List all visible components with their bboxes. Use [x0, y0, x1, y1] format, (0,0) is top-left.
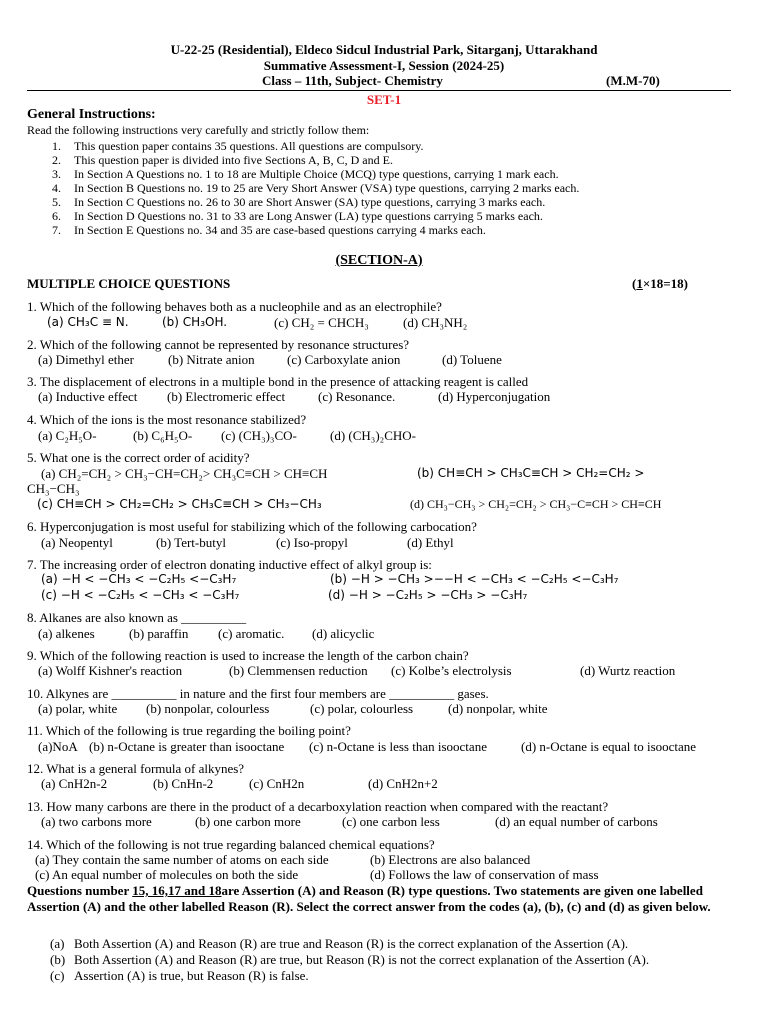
- option: (d) Hyperconjugation: [438, 389, 551, 404]
- option: (d) Toluene: [442, 352, 502, 367]
- question-9: 9. Which of the following reaction is used to increase the length of the carbon chain?: [27, 648, 469, 663]
- question-1: 1. Which of the following behaves both as a nucleophile and as an electrophile?: [27, 299, 442, 314]
- option: (b) CH≡CH > CH₃C≡CH > CH₂=CH₂ >: [417, 466, 645, 480]
- option: (b) Electromeric effect: [167, 389, 286, 404]
- instruction-item: 7. In Section E Questions no. 34 and 35 are case-based questions carrying 4 marks each.: [52, 223, 486, 237]
- option: (c) CnH2n: [249, 776, 305, 791]
- option: (a)NoA: [38, 739, 78, 754]
- option: (b) CH₃OH.: [162, 315, 228, 329]
- option: (c) CH₂ = CHCH₃: [274, 315, 369, 330]
- instructions-lead: Read the following instructions very carefully and strictly follow them:: [27, 123, 370, 137]
- option: (a) Dimethyl ether: [38, 352, 135, 367]
- instruction-item: 4. In Section B Questions no. 19 to 25 are Very Short Answer (VSA) type questions, carrying 2 marks each.: [52, 181, 580, 195]
- option: (d) (CH₃)₂CHO-: [330, 428, 416, 443]
- option: (c) one carbon less: [342, 814, 440, 829]
- option: (a) Inductive effect: [38, 389, 138, 404]
- question-6: 6. Hyperconjugation is most useful for stabilizing which of the following carbocation?: [27, 519, 477, 534]
- option: (d) Wurtz reaction: [580, 663, 676, 678]
- option: (a) They contain the same number of atoms on each side: [35, 852, 329, 867]
- assertion-code: (b) Both Assertion (A) and Reason (R) are true, but Reason (R) is not the correct explanation of the Assertion (A).: [50, 952, 650, 967]
- option: (a) two carbons more: [41, 814, 152, 829]
- option: (d) CnH2n+2: [368, 776, 438, 791]
- question-3: 3. The displacement of electrons in a multiple bond in the presence of attacking reagent is called: [27, 374, 529, 389]
- option: (c) aromatic.: [218, 626, 285, 641]
- set-label: SET-1: [366, 92, 402, 107]
- assertion-reason-intro: Questions number 15, 16,17 and 18are Assertion (A) and Reason (R) type questions. Two statements are given one labelled Assertion (A) and the other labelled Reason (R). Select the correct answer from the codes (a), (b), (c) and (d) as given below.: [27, 883, 711, 914]
- option: (b) Electrons are also balanced: [370, 852, 531, 867]
- option: (c) An equal number of molecules on both the side: [35, 867, 299, 882]
- option: (d) CH₃NH₂: [403, 315, 468, 330]
- option: (c) CH≡CH > CH₂=CH₂ > CH₃C≡CH > CH₃−CH₃: [37, 497, 322, 511]
- question-8: 8. Alkanes are also known as __________: [27, 610, 247, 625]
- question-14: 14. Which of the following is not true regarding balanced chemical equations?: [27, 837, 435, 852]
- option: (a) alkenes: [38, 626, 95, 641]
- option: (b) n-Octane is greater than isooctane: [89, 739, 285, 754]
- option: (d) −H > −C₂H₅ > −CH₃ > −C₃H₇: [328, 588, 528, 602]
- option: (b) one carbon more: [195, 814, 301, 829]
- option: (a) Neopentyl: [41, 535, 113, 550]
- option: (c) Kolbe’s electrolysis: [391, 663, 512, 678]
- option: (d) nonpolar, white: [448, 701, 548, 716]
- instruction-item: 6. In Section D Questions no. 31 to 33 are Long Answer (LA) type questions carrying 5 marks each.: [52, 209, 543, 223]
- option: (d) Follows the law of conservation of mass: [370, 867, 599, 882]
- option: (c) Resonance.: [318, 389, 396, 404]
- option: (a) C₂H₅O-: [38, 428, 97, 443]
- header-divider: [27, 90, 731, 91]
- option: (d) n-Octane is equal to isooctane: [521, 739, 697, 754]
- question-12: 12. What is a general formula of alkynes?: [27, 761, 245, 776]
- option: (d) an equal number of carbons: [495, 814, 658, 829]
- option: (b) Clemmensen reduction: [229, 663, 368, 678]
- option: (b) nonpolar, colourless: [146, 701, 270, 716]
- assessment-title: Summative Assessment-I, Session (2024-25): [263, 58, 505, 73]
- question-7: 7. The increasing order of electron donating inductive effect of alkyl group is:: [27, 557, 432, 572]
- option: (a) −H < −CH₃ < −C₂H₅ <−C₃H₇: [41, 572, 237, 586]
- option: (a) polar, white: [38, 701, 118, 716]
- option: (b) C₆H₅O-: [133, 428, 193, 443]
- option: (c) −H < −C₂H₅ < −CH₃ < −C₃H₇: [41, 588, 240, 602]
- question-4: 4. Which of the ions is the most resonance stabilized?: [27, 412, 307, 427]
- option: (a) CH₂=CH₂ > CH₃−CH=CH₂> CH₃C≡CH > CH≡CH: [41, 466, 328, 481]
- option: (a) CnH2n-2: [41, 776, 108, 791]
- assertion-code: (a) Both Assertion (A) and Reason (R) are true and Reason (R) is the correct explanation of the Assertion (A).: [50, 936, 629, 951]
- instruction-item: 5. In Section C Questions no. 26 to 30 are Short Answer (SA) type questions, carrying 3 marks each.: [52, 195, 546, 209]
- option: (b) Tert-butyl: [156, 535, 226, 550]
- question-13: 13. How many carbons are there in the product of a decarboxylation reaction when compared with the reactant?: [27, 799, 609, 814]
- option: (a) Wolff Kishner's reaction: [38, 663, 183, 678]
- section-marks: (1×18=18): [632, 276, 688, 291]
- option: (c) n-Octane is less than isooctane: [309, 739, 487, 754]
- school-address: U-22-25 (Residential), Eldeco Sidcul Industrial Park, Sitarganj, Uttarakhand: [170, 42, 598, 57]
- instructions-title: General Instructions:: [27, 107, 156, 122]
- instruction-item: 1. This question paper contains 35 questions. All questions are compulsory.: [52, 139, 424, 153]
- option: (c) polar, colourless: [310, 701, 414, 716]
- option: (b) paraffin: [129, 626, 189, 641]
- max-marks: (M.M-70): [606, 73, 660, 88]
- question-11: 11. Which of the following is true regarding the boiling point?: [27, 723, 351, 738]
- option: (c) (CH₃)₃CO-: [221, 428, 297, 443]
- option: (d) alicyclic: [312, 626, 375, 641]
- question-2: 2. Which of the following cannot be represented by resonance structures?: [27, 337, 410, 352]
- option: CH₃−CH₃: [27, 481, 80, 496]
- option: (b) Nitrate anion: [168, 352, 255, 367]
- option: (d) Ethyl: [407, 535, 454, 550]
- question-5: 5. What one is the correct order of acidity?: [27, 450, 250, 465]
- instruction-item: 2. This question paper is divided into five Sections A, B, C, D and E.: [52, 153, 393, 167]
- option: (b) CnHn-2: [153, 776, 214, 791]
- question-10: 10. Alkynes are __________ in nature and the first four members are __________ gases.: [27, 686, 489, 701]
- option: (b) −H > −CH₃ >−−H < −CH₃ < −C₂H₅ <−C₃H₇: [330, 572, 619, 586]
- option: (d) CH₃−CH₃ > CH₂=CH₂ > CH₃−C≡CH > CH≡CH: [410, 497, 662, 511]
- option: (c) Carboxylate anion: [287, 352, 401, 367]
- section-title: (SECTION-A): [335, 253, 423, 268]
- mcq-heading: MULTIPLE CHOICE QUESTIONS: [27, 276, 231, 291]
- class-subject: Class – 11th, Subject- Chemistry: [262, 73, 443, 88]
- option: (c) Iso-propyl: [276, 535, 348, 550]
- option: (a) CH₃C ≡ N.: [47, 315, 129, 329]
- instruction-item: 3. In Section A Questions no. 1 to 18 are Multiple Choice (MCQ) type questions, carrying 1 mark each.: [52, 167, 559, 181]
- assertion-code: (c) Assertion (A) is true, but Reason (R) is false.: [50, 968, 309, 983]
